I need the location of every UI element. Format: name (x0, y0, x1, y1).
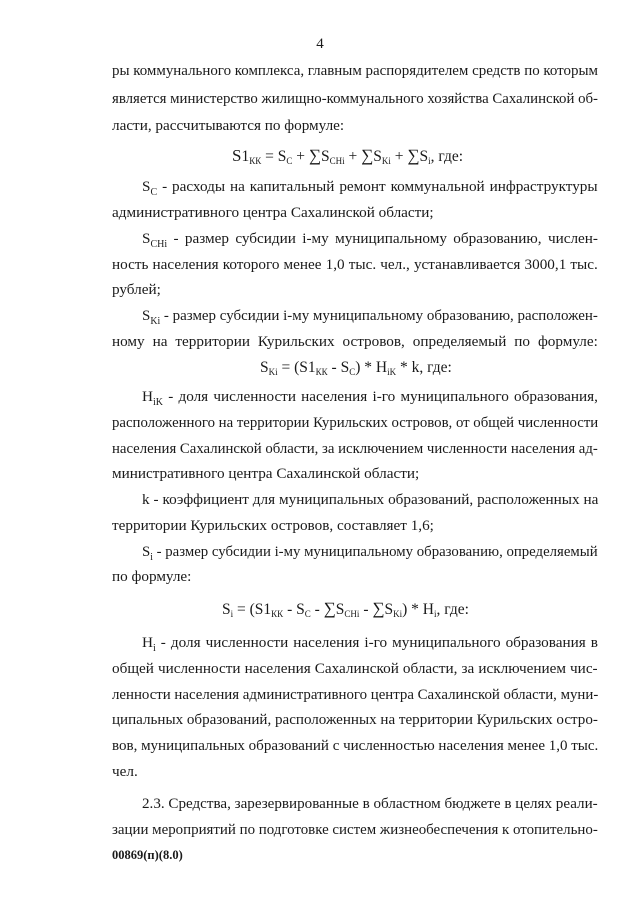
text-line: ципальных образований, расположенных на территории Курильских остро- (112, 711, 598, 728)
text-line: ленности населения административного центра Сахалинской области, муни- (112, 686, 599, 703)
page-number: 4 (316, 36, 324, 52)
text-line: по формуле: (112, 568, 192, 585)
formula-s1kk: $S1_{КК} = S_C + \sum S_{CHi} + \sum S_{Ki} + \sum S_i$, где: (232, 146, 464, 166)
document-code: 00869(п)(8.0) (112, 848, 183, 862)
formula-si: $S_i = (S1_{КК} - S_C - \sum S_{CHi} - \sum S_{Ki}) * Н_i$, где: (222, 599, 469, 619)
text-line: $S_C$ - расходы на капитальный ремонт коммунальной инфраструктуры (142, 178, 598, 199)
text-line: $Н_{iK}$ - доля численности населения i-го муниципального образования, (142, 388, 598, 409)
text-line: министративного центра Сахалинской области; (112, 465, 420, 482)
text-line: населения Сахалинской области, за исключением численности населения ад- (112, 440, 598, 457)
formula-ski: $S_{Ki} = (S1_{КК} - S_C) * Н_{iK} * k$, где: (260, 359, 452, 377)
text-line: территории Курильских островов, составляет 1,6; (112, 517, 434, 534)
text-line: общей численности населения Сахалинской области, за исключением чис- (112, 660, 598, 677)
text-line: ность населения которого менее 1,0 тыс. чел., устанавливается 3000,1 тыс. (112, 256, 598, 273)
text-line: $S_{Ki}$ - размер субсидии i-му муниципальному образованию, расположен- (142, 307, 598, 328)
text-line: чел. (112, 763, 138, 780)
text-line: расположенного на территории Курильских островов, от общей численности (112, 414, 599, 431)
text-line: зации мероприятий по подготовке систем жизнеобеспечения к отопительно- (112, 821, 598, 838)
text-line: административного центра Сахалинской области; (112, 204, 434, 221)
text-line: ры коммунального комплекса, главным распорядителем средств по которым (112, 62, 598, 79)
text-line: k - коэффициент для муниципальных образований, расположенных на (142, 491, 599, 508)
text-line: $Н_i$ - доля численности населения i-го муниципального образования в (142, 634, 598, 655)
text-line: является министерство жилищно-коммунального хозяйства Сахалинской об- (112, 90, 598, 107)
text-line: рублей; (112, 281, 161, 298)
text-line: ному на территории Курильских островов, определяемый по формуле: (112, 333, 598, 350)
text-line: ласти, рассчитываются по формуле: (112, 117, 345, 134)
text-line: $S_{CHi}$ - размер субсидии i-му муниципальному образованию, числен- (142, 230, 598, 251)
text-line: вов, муниципальных образований с численностью населения менее 1,0 тыс. (112, 737, 599, 754)
text-line: $S_i$ - размер субсидии i-му муниципальному образованию, определяемый (142, 543, 598, 564)
text-line: 2.3. Средства, зарезервированные в областном бюджете в целях реали- (142, 795, 598, 812)
